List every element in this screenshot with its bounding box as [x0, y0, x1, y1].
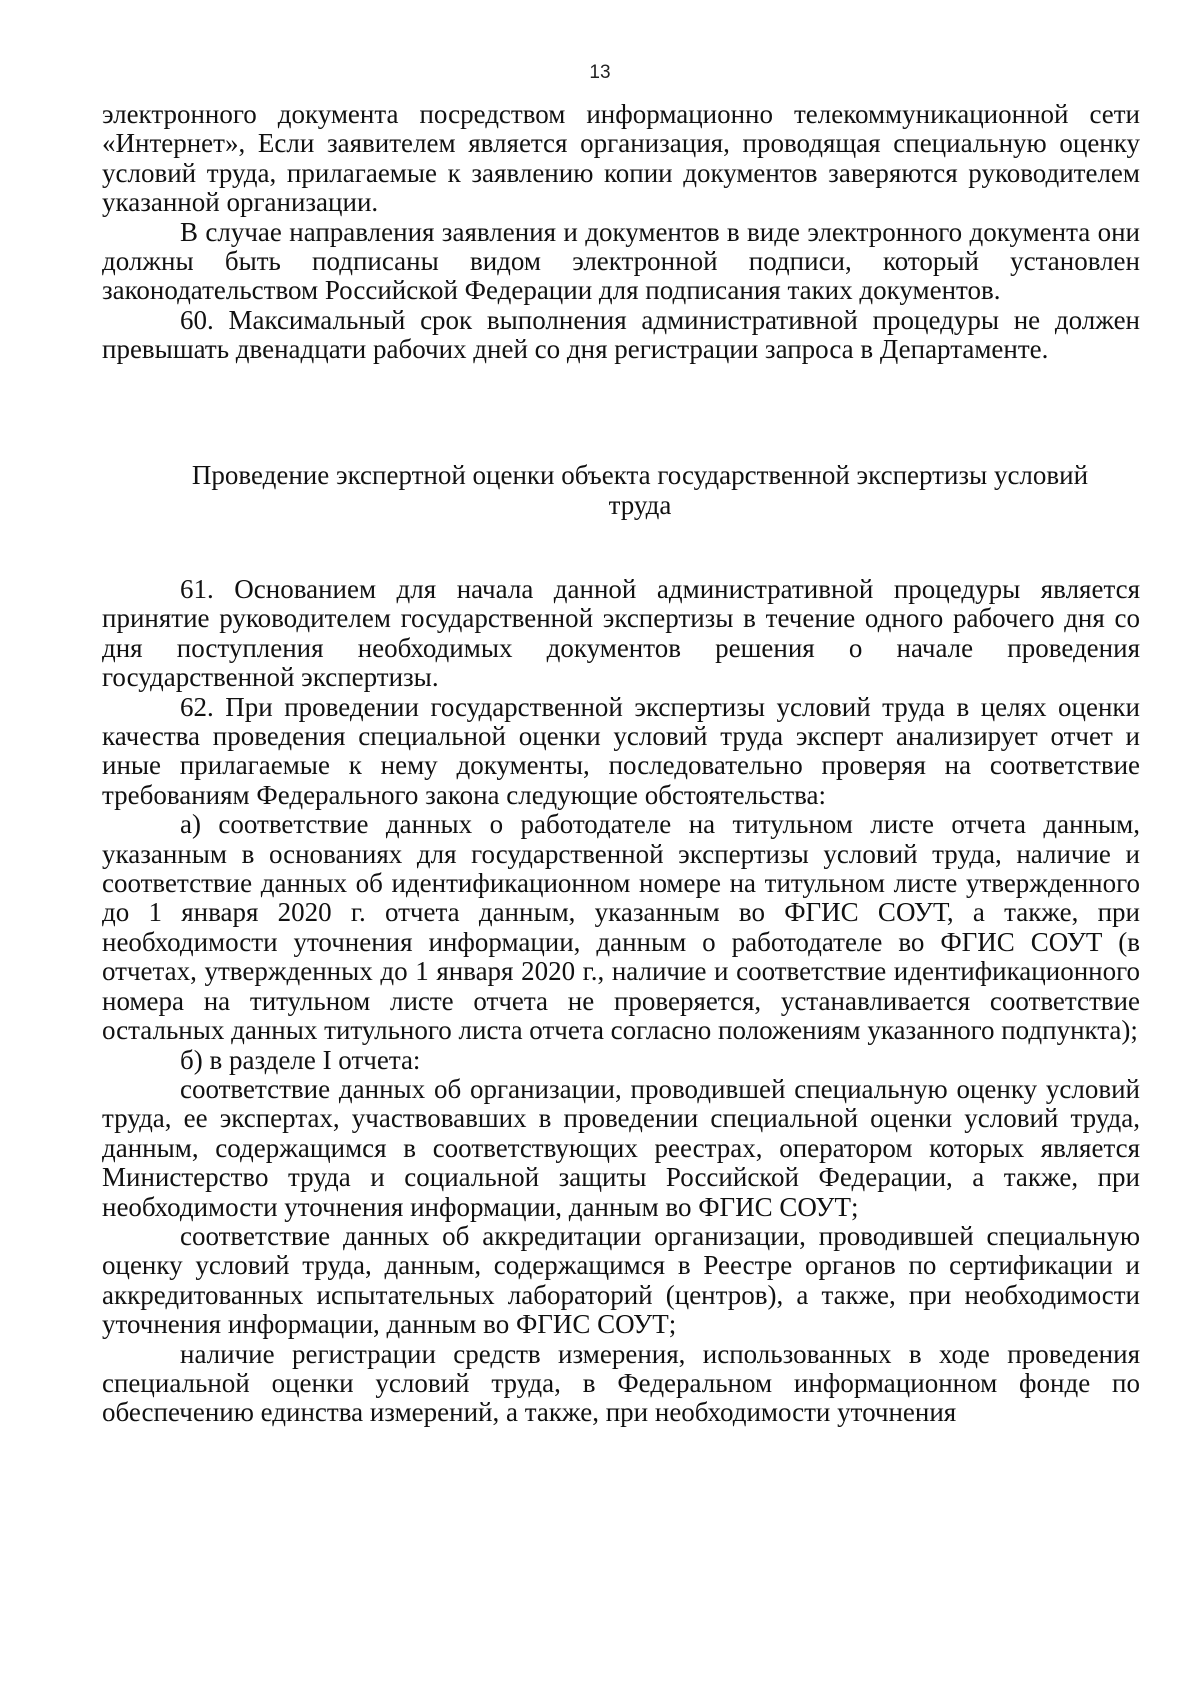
paragraph-continuation: электронного документа посредством информационно телекоммуникационной сети «Интернет», Если заявителем является организация, проводящая специальную оценку условий труда, прилагаемые к заявлению копии документов заверяются руководителем указанной организации. [102, 99, 1140, 218]
text-block-before-heading [102, 100, 1140, 365]
paragraph-62-b-organization: соответствие данных об организации, проводившей специальную оценку условий труда, ее экспертах, участвовавших в проведении специальной оценки условий труда, данным, содержащимся в соответствующих реестрах, оператором которых является Министерство труда и социальной защиты Российской Федерации, а также, при необходимости уточнения информации, данным во ФГИС СОУТ; [102, 1073, 1140, 1222]
paragraph-61: 61. Основанием для начала данной административной процедуры является принятие руководителем государственной экспертизы в течение одного рабочего дня со дня поступления необходимых документов решения о начале проведения государственной экспертизы. [102, 574, 1140, 693]
paragraph-62-a: а) соответствие данных о работодателе на титульном листе отчета данным, указанным в основаниях для государственной экспертизы условий труда, наличие и соответствие данных об идентификационном номере на титульном листе утвержденного до 1 января 2020 г. отчета данным, указанным во ФГИС СОУТ, а также, при необходимости уточнения информации, данным о работодателе во ФГИС СОУТ (в отчетах, утвержденных до 1 января 2020 г., наличие и соответствие идентификационного номера на титульном листе отчета не проверяется, устанавливается соответствие остальных данных титульного листа отчета согласно положениям указанного подпункта); [102, 809, 1140, 1046]
text-block-after-heading [102, 575, 1140, 1428]
paragraph-62-b: б) в разделе I отчета: [180, 1044, 421, 1075]
paragraph-62-b-measurement: наличие регистрации средств измерения, использованных в ходе проведения специальной оценки условий труда, в Федеральном информационном фонде по обеспечению единства измерений, а также, при необходимости уточнения [102, 1338, 1140, 1428]
section-heading: Проведение экспертной оценки объекта государственной экспертизы условий труда [191, 460, 1089, 520]
paragraph-62: 62. При проведении государственной экспертизы условий труда в целях оценки качества проведения специальной оценки условий труда эксперт анализирует отчет и иные прилагаемые к нему документы, последовательно проверяя на соответствие требованиям Федерального закона следующие обстоятельства: [102, 691, 1140, 810]
paragraph-60: 60. Максимальный срок выполнения административной процедуры не должен превышать двенадцати рабочих дней со дня регистрации запроса в Департаменте. [102, 304, 1140, 365]
paragraph-electronic-signature: В случае направления заявления и документов в виде электронного документа они должны быть подписаны видом электронной подписи, который установлен законодательством Российской Федерации для подписания таких документов. [102, 216, 1140, 306]
page-number: 13 [589, 62, 611, 83]
paragraph-62-b-accreditation: соответствие данных об аккредитации организации, проводившей специальную оценку условий труда, данным, содержащимся в Реестре органов по сертификации и аккредитованных испытательных лабораторий (центров), а также, при необходимости уточнения информации, данным во ФГИС СОУТ; [102, 1220, 1140, 1340]
